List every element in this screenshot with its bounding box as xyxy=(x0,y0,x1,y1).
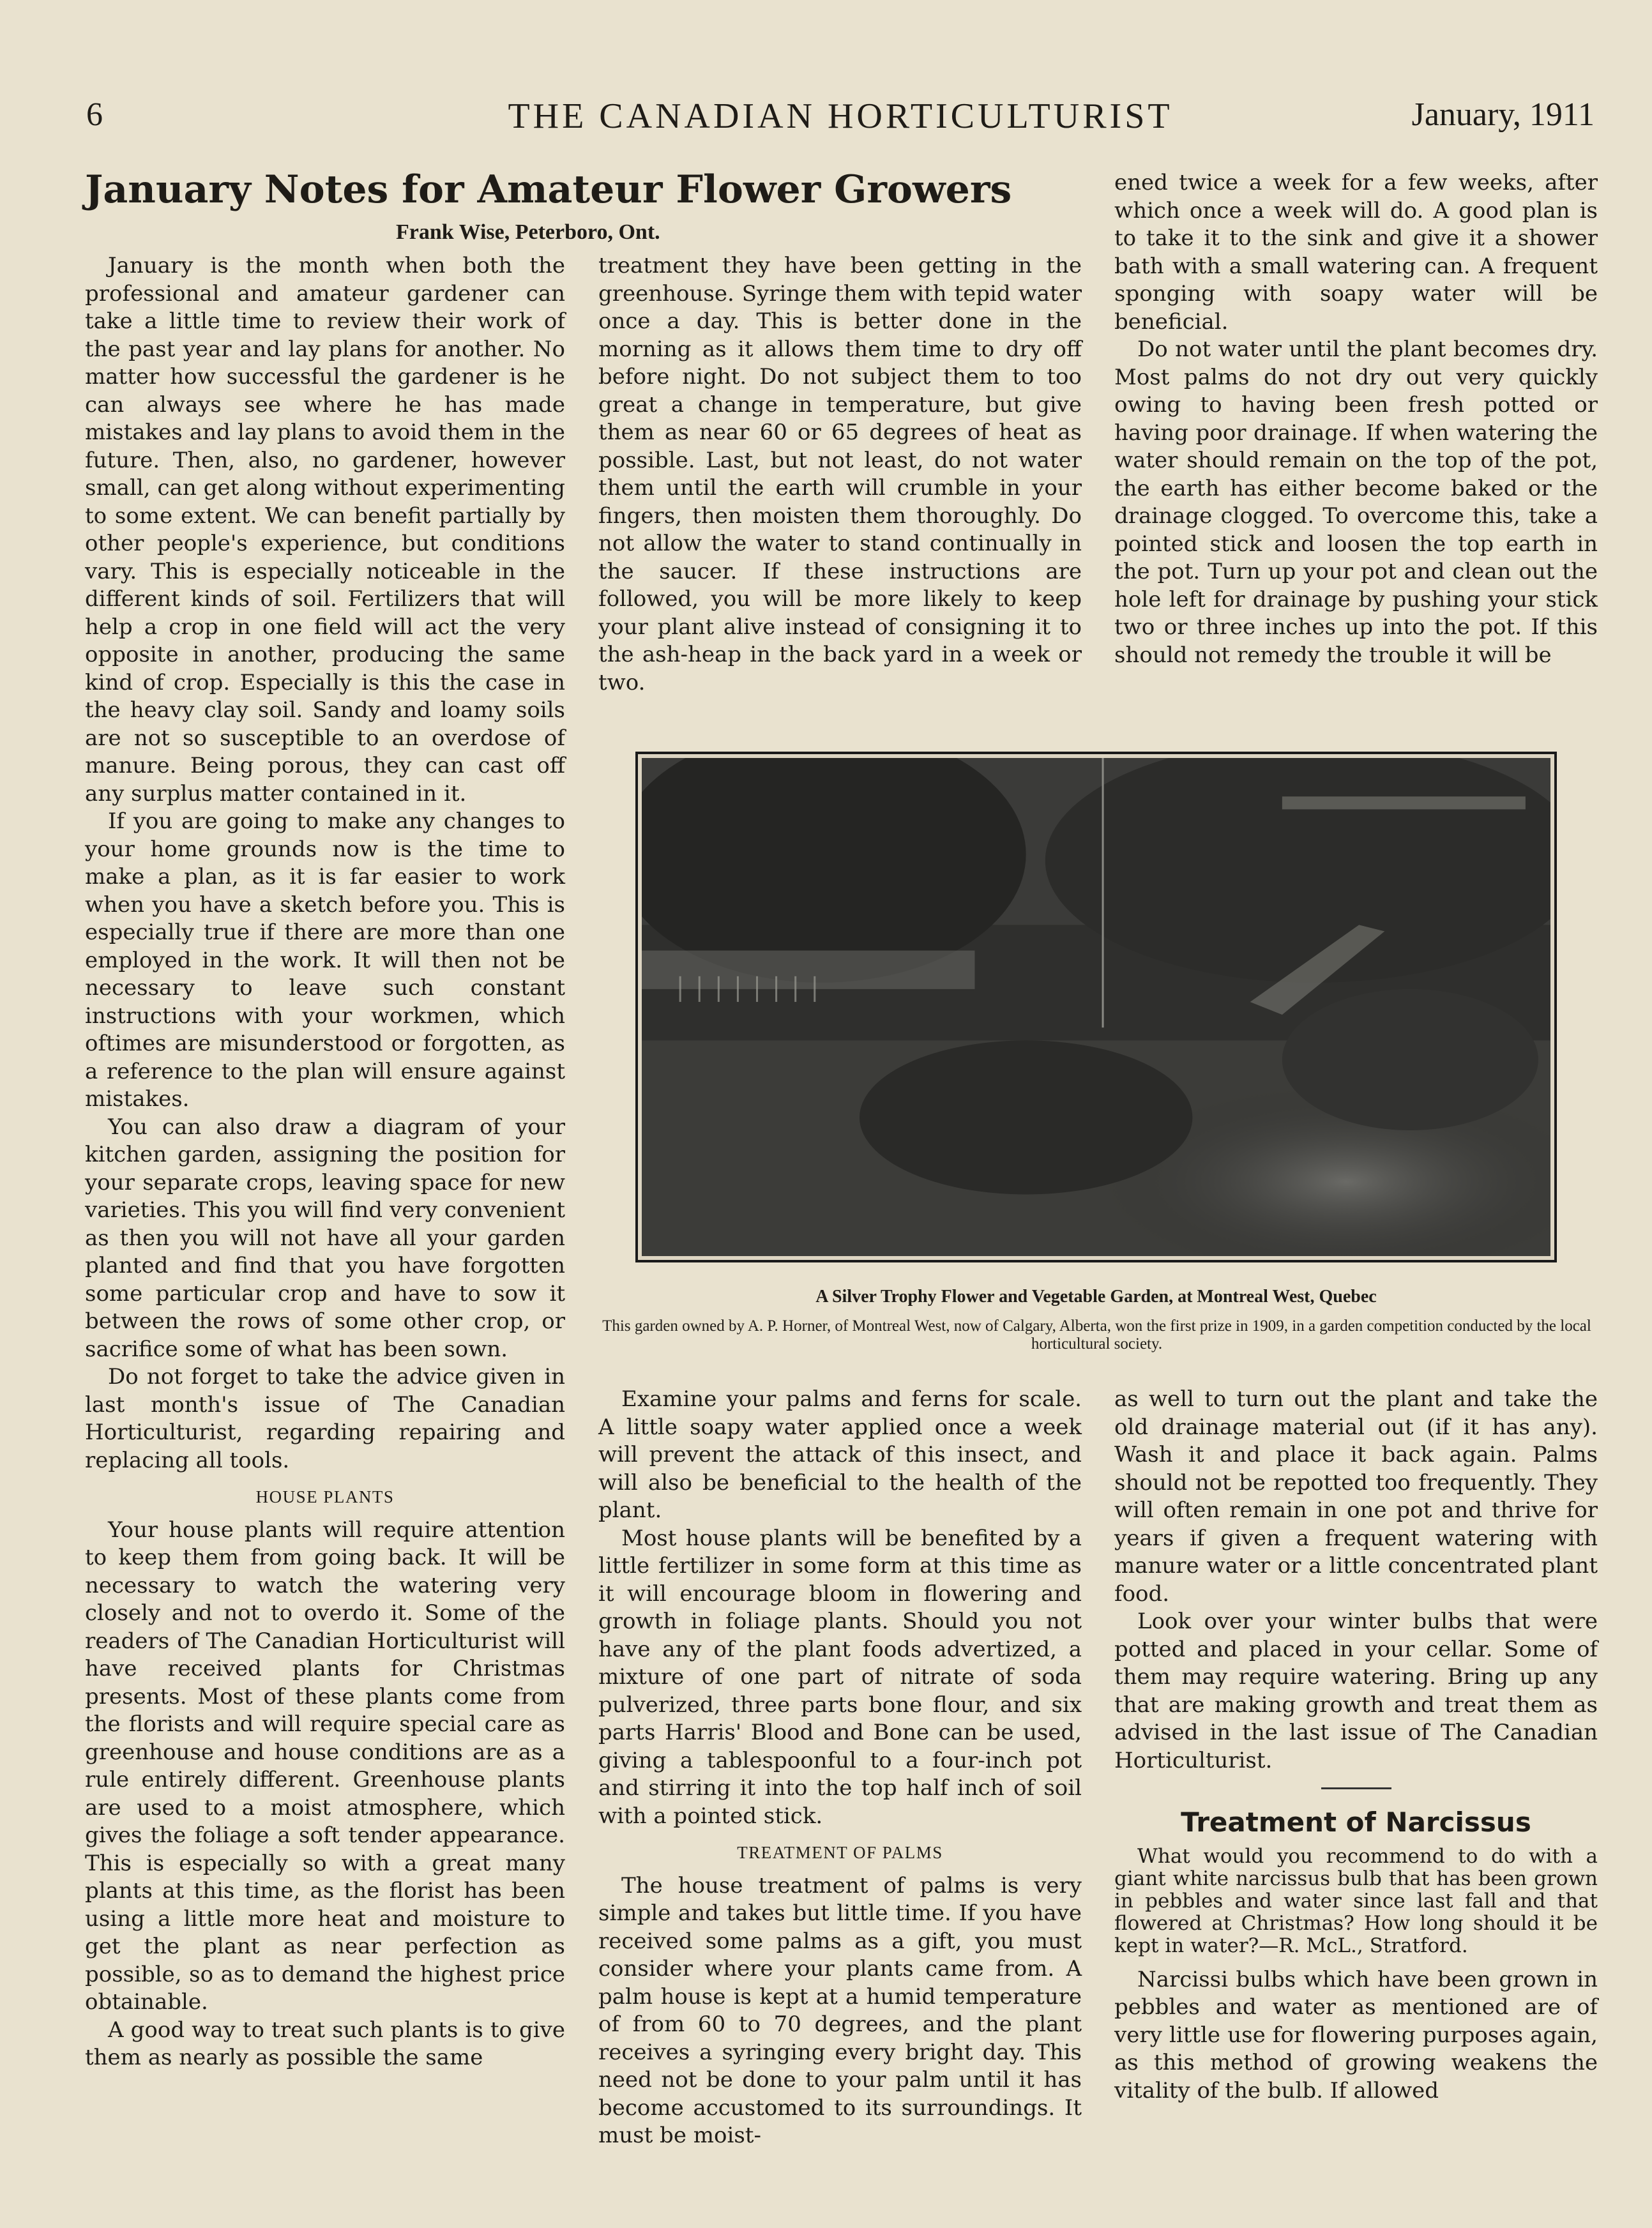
column-2-top xyxy=(598,252,1082,697)
garden-photo xyxy=(635,752,1557,1262)
section-divider xyxy=(1321,1787,1391,1789)
page-header xyxy=(86,96,1595,147)
paragraph: Do not forget to take the advice given in last month's issue of The Canadian Horticulturist, regarding repairing and replacing all tools. xyxy=(85,1364,565,1473)
article-byline: Frank Wise, Peterboro, Ont. xyxy=(396,220,660,244)
paragraph: The house treatment of palms is very simple and takes but little time. If you have received some palms as a gift, you must consider where your plants came from. A palm house is kept at a humid temperature of from 60 to 70 degrees, and the plant receives a syringing every bright day. This need not be done to your palm until it has become accustomed to its surroundings. It must be moist- xyxy=(598,1872,1082,2148)
column-3-top xyxy=(1114,169,1598,669)
masthead: THE CANADIAN HORTICULTURIST xyxy=(508,96,1173,136)
paragraph: You can also draw a diagram of your kitchen garden, assigning the position for your separate crops, leaving space for new varieties. This you will find very convenient as then you will not have all your garden planted and find that you have forgotten some particular crop and have to sow it between the rows of some other crop, or sacrifice some of what has been sown. xyxy=(85,1114,565,1362)
narcissus-title: Treatment of Narcissus xyxy=(1181,1807,1531,1838)
subhead-house-plants: HOUSE PLANTS xyxy=(255,1487,395,1506)
paragraph: as well to turn out the plant and take the old drainage material out (if it has any). Wash it and place it back again. Palms should not be repotted too frequently. They will often remain in one pot and thrive for years if given a frequent watering with manure water or a little concentrated plant food. xyxy=(1114,1386,1598,1607)
paragraph: ened twice a week for a few weeks, after which once a week will do. A good plan is to take it to the sink and give it a shower bath with a small watering can. A frequent sponging with soapy water will be beneficial. xyxy=(1114,170,1598,335)
paragraph: Your house plants will require attention to keep them from going back. It will be necessary to watch the watering very closely and not to overdo it. Some of the readers of The Canadian Horticulturist will have received plants for Christmas presents. Most of these plants come from the florists and will require special care as greenhouse and house conditions are as a rule entirely different. Greenhouse plants are used to a moist atmosphere, which gives the foliage a soft tender appearance. This is especially so with a great many plants at this time, as the florist has been using a little more heat and moisture to get the plant as near perfection as possible, so as to demand the highest price obtainable. xyxy=(85,1517,565,2015)
paragraph: Do not water until the plant becomes dry. Most palms do not dry out very quickly owing to having been fresh potted or having poor drainage. If when watering the water should remain on the top of the pot, the earth has either become baked or the drainage clogged. To overcome this, take a pointed stick and loosen the top earth in the pot. Turn up your pot and clean out the hole left for drainage by pushing your stick two or three inches up into the pot. If this should not remedy the trouble it will be xyxy=(1114,337,1598,668)
paragraph: Look over your winter bulbs that were potted and placed in your cellar. Some of them may require watering. Bring up any that are making growth and treat them as advised in the last issue of The Canadian Horticulturist. xyxy=(1114,1609,1598,1773)
answer-text: Narcissi bulbs which have been grown in pebbles and water as mentioned are of very little use for flowering purposes again, as this method of growing weakens the vitality of the bulb. If allowed xyxy=(1114,1966,1598,2103)
paragraph: January is the month when both the professional and amateur gardener can take a little time to review their work of the past year and lay plans for another. No matter how successful the gardener is he can always see where he has made mistakes and lay plans to avoid them in the future. Then, also, no gardener, however small, can get along without experimenting to some extent. We can benefit partially by other people's experience, but conditions vary. This is especially noticeable in the different kinds of soil. Fertilizers that will help a crop in one field will act the very opposite in another, producing the same kind of crop. Especially is this the case in the heavy clay soil. Sandy and loamy soils are not so susceptible to an overdose of manure. Being porous, they can cast off any surplus matter contained in it. xyxy=(85,253,565,807)
paragraph: treatment they have been getting in the greenhouse. Syringe them with tepid water once a day. This is better done in the morning as it allows them time to dry off before night. Do not subject them to too great a change in temperature, but give them as near 60 or 65 degrees of heat as possible. Last, but not least, do not water them until the earth will crumble in your fingers, then moisten them thoroughly. Do not allow the water to stand continually in the saucer. If these instructions are followed, you will be more likely to keep your plant alive instead of consigning it to the ash-heap in the back yard in a week or two. xyxy=(598,253,1082,695)
question-text: What would you recommend to do with a giant white narcissus bulb that has been grown in pebbles and water since last fall and that flowered at Christmas? How long should it be kept in water?—R. McL., Stratford. xyxy=(1114,1844,1598,1957)
paragraph: A good way to treat such plants is to give them as nearly as possible the same xyxy=(85,2017,565,2070)
reader-question xyxy=(1114,1845,1598,1957)
issue-date: January, 1911 xyxy=(1411,96,1595,133)
article-title: January Notes for Amateur Flower Growers xyxy=(85,167,1012,212)
page-number: 6 xyxy=(86,96,103,133)
column-2-bottom xyxy=(598,1386,1082,2150)
paragraph: Most house plants will be benefited by a little fertilizer in some form at this time as it will encourage bloom in flowering and growth in foliage plants. Should you not have any of the plant foods advertized, a mixture of one part of nitrate of soda pulverized, three parts bone flour, and six parts Harris' Blood and Bone can be used, giving a tablespoonful to a four-inch pot and stirring it into the top half inch of soil with a pointed stick. xyxy=(598,1525,1082,1829)
garden-photo-image xyxy=(642,758,1550,1256)
subhead-treatment-of-palms: TREATMENT OF PALMS xyxy=(737,1843,943,1862)
photo-caption-title: A Silver Trophy Flower and Vegetable Garden, at Montreal West, Quebec xyxy=(815,1287,1377,1307)
column-1 xyxy=(85,252,565,2072)
column-3-bottom xyxy=(1114,1386,1598,2105)
photo-caption-text: This garden owned by A. P. Horner, of Montreal West, now of Calgary, Alberta, won the first prize in 1909, in a garden competition conducted by the local horticultural society. xyxy=(602,1317,1591,1353)
paragraph: If you are going to make any changes to your home grounds now is the time to make a plan, as it is far easier to work when you have a sketch before you. This is especially true if there are more than one employed in the work. It will then not be necessary to leave such constant instructions with your workmen, which oftimes are misunderstood or forgotten, as a reference to the plan will ensure against mistakes. xyxy=(85,808,565,1112)
paragraph: Examine your palms and ferns for scale. A little soapy water applied once a week will prevent the attack of this insect, and will also be beneficial to the health of the plant. xyxy=(598,1386,1082,1523)
garden-photo-drawing xyxy=(642,758,1550,1256)
